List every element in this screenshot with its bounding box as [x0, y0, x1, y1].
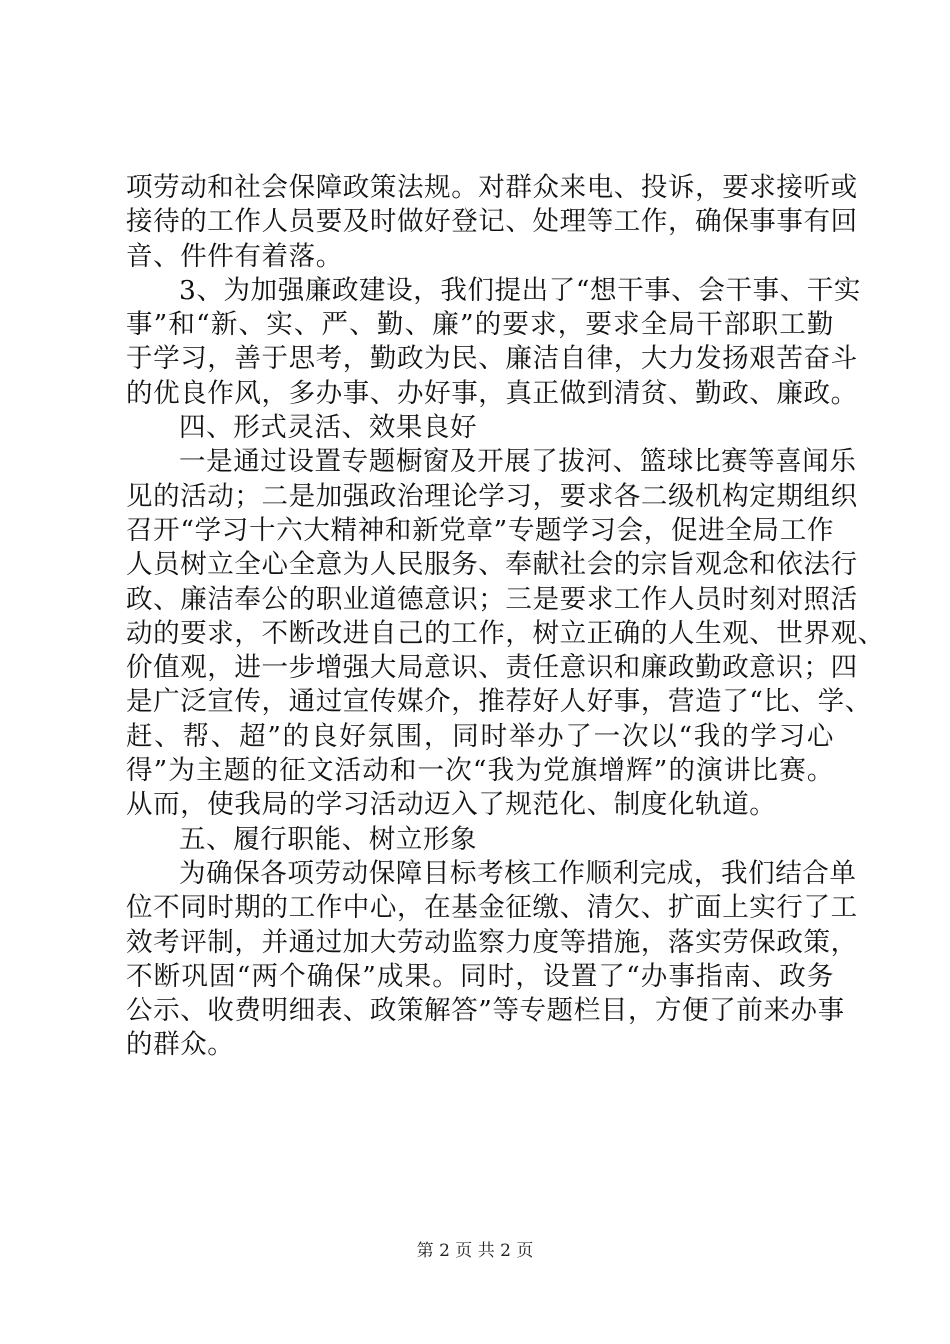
- text-line: 公示、收费明细表、政策解答”等专题栏目，方便了前来办事: [126, 995, 845, 1027]
- text-line: 动的要求，不断改进自己的工作，树立正确的人生观、世界观、: [126, 617, 885, 649]
- text-line: 于学习，善于思考，勤政为民、廉洁自律，大力发扬艰苦奋斗: [126, 343, 858, 375]
- text-line: 的群众。: [126, 1029, 235, 1061]
- text-line: 价值观，进一步增强大局意识、责任意识和廉政勤政意识；四: [126, 652, 858, 684]
- text-line: 一是通过设置专题橱窗及开展了拔河、篮球比赛等喜闻乐: [179, 446, 857, 478]
- text-line: 3、为加强廉政建设，我们提出了“想干事、会干事、干实: [179, 274, 862, 306]
- text-line: 不断巩固“两个确保”成果。同时，设置了“办事指南、政务: [126, 960, 834, 992]
- text-line: 见的活动；二是加强政治理论学习，要求各二级机构定期组织: [126, 480, 858, 512]
- text-line: 得”为主题的征文活动和一次“我为党旗增辉”的演讲比赛。: [126, 755, 834, 787]
- text-line: 位不同时期的工作中心，在基金征缴、清欠、扩面上实行了工: [126, 892, 858, 924]
- text-line: 人员树立全心全意为人民服务、奉献社会的宗旨观念和依法行: [126, 549, 858, 581]
- page-number-footer: 第 2 页 共 2 页: [416, 1241, 534, 1261]
- text-line: 效考评制，并通过加大劳动监察力度等措施，落实劳保政策，: [126, 926, 858, 958]
- paragraph: [126, 445, 885, 822]
- paragraph: [126, 274, 862, 411]
- text-line: 政、廉洁奉公的职业道德意识；三是要求工作人员时刻对照活: [126, 583, 858, 615]
- section-heading: [126, 411, 834, 445]
- text-line: 四、形式灵活、效果良好: [179, 412, 478, 444]
- text-line: 从而，使我局的学习活动迈入了规范化、制度化轨道。: [126, 789, 777, 821]
- paragraph: [126, 171, 858, 274]
- paragraph: [126, 857, 858, 1063]
- section-heading: [126, 823, 834, 857]
- text-line: 五、履行职能、树立形象: [179, 823, 478, 855]
- text-line: 是广泛宣传，通过宣传媒介，推荐好人好事，营造了“比、学、: [126, 686, 872, 718]
- text-line: 的优良作风，多办事、办好事，真正做到清贫、勤政、廉政。: [126, 377, 858, 409]
- text-line: 赶、帮、超”的良好氛围，同时举办了一次以“我的学习心: [126, 720, 834, 752]
- text-line: 事”和“新、实、严、勤、廉”的要求，要求全局干部职工勤: [126, 309, 834, 341]
- text-line: 接待的工作人员要及时做好登记、处理等工作，确保事事有回: [126, 206, 858, 238]
- text-line: 音、件件有着落。: [126, 240, 343, 272]
- text-line: 为确保各项劳动保障目标考核工作顺利完成，我们结合单: [179, 857, 857, 889]
- document-body: [126, 171, 885, 1063]
- text-line: 项劳动和社会保障政策法规。对群众来电、投诉，要求接听或: [126, 172, 858, 203]
- text-line: 召开“学习十六大精神和新党章”专题学习会，促进全局工作: [126, 514, 834, 546]
